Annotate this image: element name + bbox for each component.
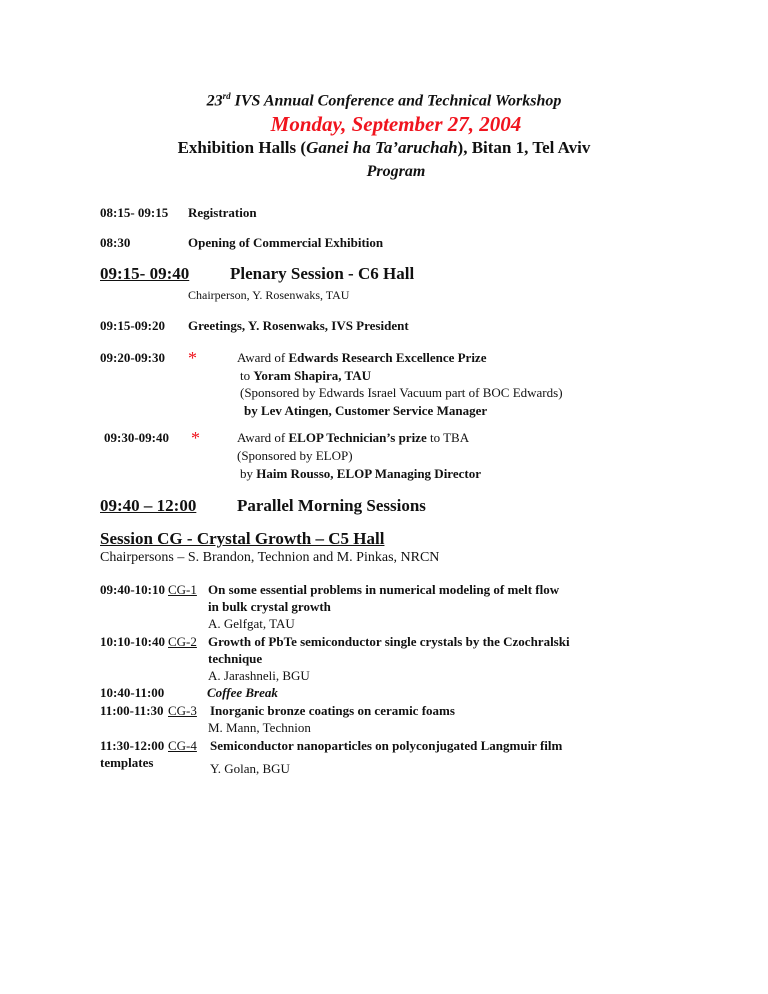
time: 10:40-11:00 xyxy=(100,685,165,700)
conference-title: 23rd IVS Annual Conference and Technical Workshop xyxy=(206,91,562,110)
session-title: Session CG - Crystal Growth – C5 Hall xyxy=(100,529,385,548)
time: 08:30 xyxy=(100,235,131,250)
award1-line2: to Yoram Shapira, TAU xyxy=(240,368,371,383)
talk-code: CG-2 xyxy=(168,634,197,649)
item-label: Greetings, Y. Rosenwaks, IVS President xyxy=(188,318,409,333)
time: 09:30-09:40 xyxy=(104,430,169,445)
plenary-time: 09:15- 09:40 xyxy=(100,264,190,283)
venue: Exhibition Halls (Ganei ha Ta’aruchah), Bitan 1, Tel Aviv xyxy=(177,138,591,157)
break-label: Coffee Break xyxy=(207,685,278,700)
talk-title: Semiconductor nanoparticles on polyconjugated Langmuir film xyxy=(210,738,563,753)
time: 08:15- 09:15 xyxy=(100,205,169,220)
plenary-title: Plenary Session - C6 Hall xyxy=(230,264,415,283)
award2-line1: Award of ELOP Technician’s prize to TBA xyxy=(237,430,470,445)
talk-code: CG-4 xyxy=(168,738,197,753)
talk-title-cont: in bulk crystal growth xyxy=(208,599,331,614)
time: 09:40-10:10 xyxy=(100,582,165,597)
item-label: Registration xyxy=(188,205,257,220)
talk-author: Y. Golan, BGU xyxy=(210,761,290,776)
talk-title: Growth of PbTe semiconductor single crystals by the Czochralski xyxy=(208,634,570,649)
asterisk-icon: * xyxy=(191,428,200,448)
talk-author: M. Mann, Technion xyxy=(208,720,311,735)
award2-sponsor: (Sponsored by ELOP) xyxy=(237,448,353,463)
talk-code: CG-1 xyxy=(168,582,197,597)
award2-presenter: by Haim Rousso, ELOP Managing Director xyxy=(240,466,481,481)
time: 11:30-12:00 xyxy=(100,738,165,753)
item-label: Opening of Commercial Exhibition xyxy=(188,235,384,250)
time: 09:15-09:20 xyxy=(100,318,165,333)
talk-title: On some essential problems in numerical modeling of melt flow xyxy=(208,582,560,597)
talk-code: CG-3 xyxy=(168,703,197,718)
program-heading: Program xyxy=(366,163,426,180)
time: 09:20-09:30 xyxy=(100,350,165,365)
asterisk-icon: * xyxy=(188,348,197,368)
award1-sponsor: (Sponsored by Edwards Israel Vacuum part of BOC Edwards) xyxy=(240,385,563,400)
parallel-title: Parallel Morning Sessions xyxy=(237,496,426,515)
chairperson: Chairperson, Y. Rosenwaks, TAU xyxy=(188,288,350,302)
talk-author: A. Jarashneli, BGU xyxy=(208,668,310,683)
talk-title-cont: templates xyxy=(100,755,154,770)
talk-title: Inorganic bronze coatings on ceramic foams xyxy=(210,703,455,718)
parallel-time: 09:40 – 12:00 xyxy=(100,496,197,515)
talk-title-cont: technique xyxy=(208,651,263,666)
award1-line1: Award of Edwards Research Excellence Prize xyxy=(237,350,487,365)
session-chairs: Chairpersons – S. Brandon, Technion and M. Pinkas, NRCN xyxy=(100,550,440,565)
time: 11:00-11:30 xyxy=(100,703,164,718)
award1-presenter: by Lev Atingen, Customer Service Manager xyxy=(244,403,488,418)
time: 10:10-10:40 xyxy=(100,634,165,649)
talk-author: A. Gelfgat, TAU xyxy=(208,616,295,631)
conference-date: Monday, September 27, 2004 xyxy=(270,112,522,136)
